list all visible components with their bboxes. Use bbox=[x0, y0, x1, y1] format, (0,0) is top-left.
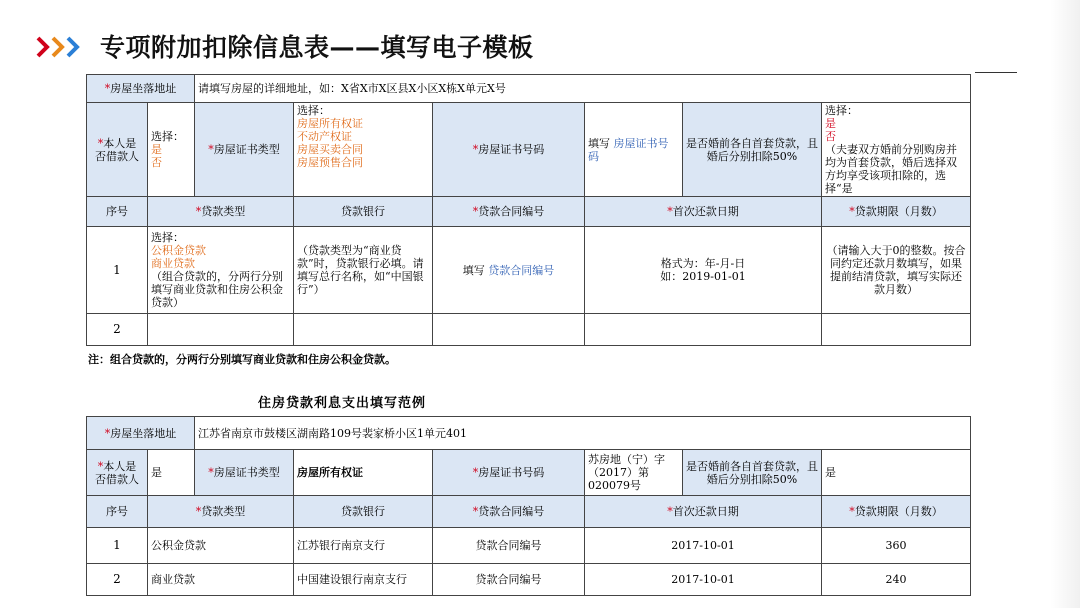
ex-address-label: *房屋坐落地址 bbox=[87, 417, 195, 450]
ex-row2-bank: 中国建设银行南京支行 bbox=[294, 564, 433, 596]
template-address-row bbox=[87, 75, 971, 103]
ex-row1-contract: 贷款合同编号 bbox=[433, 528, 585, 564]
row2-term[interactable] bbox=[822, 314, 971, 346]
address-label: *房屋坐落地址 bbox=[87, 75, 195, 103]
row2-bank[interactable] bbox=[294, 314, 433, 346]
ex-row2-term: 240 bbox=[822, 564, 971, 596]
ex-row1-loan-type: 公积金贷款 bbox=[148, 528, 294, 564]
triple-chevron-icon bbox=[36, 36, 86, 58]
row2-contract[interactable] bbox=[433, 314, 585, 346]
row1-loan-type[interactable]: 选择： 公积金贷款 商业贷款 （组合贷款的，分两行分别填写商业贷款和住房公积金贷款） bbox=[148, 227, 294, 314]
ex-cert-no-value: 苏房地（宁）字（2017）第020079号 bbox=[585, 450, 683, 496]
ex-row1-first-date: 2017-10-01 bbox=[585, 528, 822, 564]
ex-address-value: 江苏省南京市鼓楼区湖南路109号裴家桥小区1单元401 bbox=[195, 417, 971, 450]
ex-row2-first-date: 2017-10-01 bbox=[585, 564, 822, 596]
ex-row1-seq: 1 bbox=[87, 528, 148, 564]
row2-loan-type[interactable] bbox=[148, 314, 294, 346]
ex-row1-bank: 江苏银行南京支行 bbox=[294, 528, 433, 564]
row1-bank[interactable]: （贷款类型为“商业贷款”时，贷款银行必填。请填写总行名称，如“中国银行”） bbox=[294, 227, 433, 314]
template-row-1 bbox=[87, 227, 971, 314]
col-seq: 序号 bbox=[87, 197, 148, 227]
example-header-row bbox=[87, 496, 971, 528]
ex-row2-seq: 2 bbox=[87, 564, 148, 596]
ex-cert-type-label: *房屋证书类型 bbox=[195, 450, 294, 496]
col-bank: 贷款银行 bbox=[294, 197, 433, 227]
col-loan-type: *贷款类型 bbox=[148, 197, 294, 227]
row1-seq: 1 bbox=[87, 227, 148, 314]
example-property-row bbox=[87, 450, 971, 496]
row2-first-date[interactable] bbox=[585, 314, 822, 346]
row1-first-date[interactable]: 格式为：年-月-日 如：2019-01-01 bbox=[585, 227, 822, 314]
example-address-row bbox=[87, 417, 971, 450]
example-table bbox=[86, 416, 971, 596]
row1-term[interactable]: （请输入大于0的整数。按合同约定还款月数填写，如果提前结清贷款，填写实际还款月数） bbox=[822, 227, 971, 314]
cert-type-choice[interactable]: 选择： 房屋所有权证 不动产权证 房屋买卖合同 房屋预售合同 bbox=[294, 103, 433, 197]
premarital-choice[interactable]: 选择： 是 否 （夫妻双方婚前分别购房并均为首套贷款，婚后选择双方均享受该项扣除的，选择“是 bbox=[822, 103, 971, 197]
ex-col-bank: 贷款银行 bbox=[294, 496, 433, 528]
ex-col-contract: *贷款合同编号 bbox=[433, 496, 585, 528]
template-row-2 bbox=[87, 314, 971, 346]
table-row bbox=[87, 564, 971, 596]
table-row bbox=[87, 528, 971, 564]
ex-row2-loan-type: 商业贷款 bbox=[148, 564, 294, 596]
premarital-label: 是否婚前各自首套贷款，且婚后分别扣除50% bbox=[683, 103, 822, 197]
borrower-label: *本人是 否借款人 bbox=[87, 103, 148, 197]
template-table bbox=[86, 74, 971, 346]
divider bbox=[975, 72, 1017, 73]
page-edge-shadow bbox=[1050, 0, 1080, 608]
ex-col-seq: 序号 bbox=[87, 496, 148, 528]
ex-borrower-label: *本人是 否借款人 bbox=[87, 450, 148, 496]
ex-premarital-value: 是 bbox=[822, 450, 971, 496]
ex-row2-contract: 贷款合同编号 bbox=[433, 564, 585, 596]
col-contract: *贷款合同编号 bbox=[433, 197, 585, 227]
example-title: 住房贷款利息支出填写范例 bbox=[258, 396, 427, 411]
row2-seq: 2 bbox=[87, 314, 148, 346]
ex-col-term: *贷款期限（月数） bbox=[822, 496, 971, 528]
ex-row1-term: 360 bbox=[822, 528, 971, 564]
ex-cert-no-label: *房屋证书号码 bbox=[433, 450, 585, 496]
template-property-row bbox=[87, 103, 971, 197]
cert-type-label: *房屋证书类型 bbox=[195, 103, 294, 197]
page-title: 专项附加扣除信息表——填写电子模板 bbox=[100, 33, 534, 62]
ex-col-loan-type: *贷款类型 bbox=[148, 496, 294, 528]
borrower-choice[interactable]: 选择： 是 否 bbox=[148, 103, 195, 197]
cert-no-hint[interactable]: 填写 房屋证书号码 bbox=[585, 103, 683, 197]
slide-header bbox=[0, 0, 1080, 70]
address-hint[interactable]: 请填写房屋的详细地址，如：X省X市X区县X小区X栋X单元X号 bbox=[195, 75, 971, 103]
col-term: *贷款期限（月数） bbox=[822, 197, 971, 227]
note-text: 注：组合贷款的，分两行分别填写商业贷款和住房公积金贷款。 bbox=[88, 353, 396, 366]
ex-borrower-value: 是 bbox=[148, 450, 195, 496]
row1-contract[interactable]: 填写 贷款合同编号 bbox=[433, 227, 585, 314]
ex-cert-type-value: 房屋所有权证 bbox=[294, 450, 433, 496]
ex-premarital-label: 是否婚前各自首套贷款，且婚后分别扣除50% bbox=[683, 450, 822, 496]
template-header-row bbox=[87, 197, 971, 227]
cert-no-label: *房屋证书号码 bbox=[433, 103, 585, 197]
ex-col-first-date: *首次还款日期 bbox=[585, 496, 822, 528]
col-first-date: *首次还款日期 bbox=[585, 197, 822, 227]
